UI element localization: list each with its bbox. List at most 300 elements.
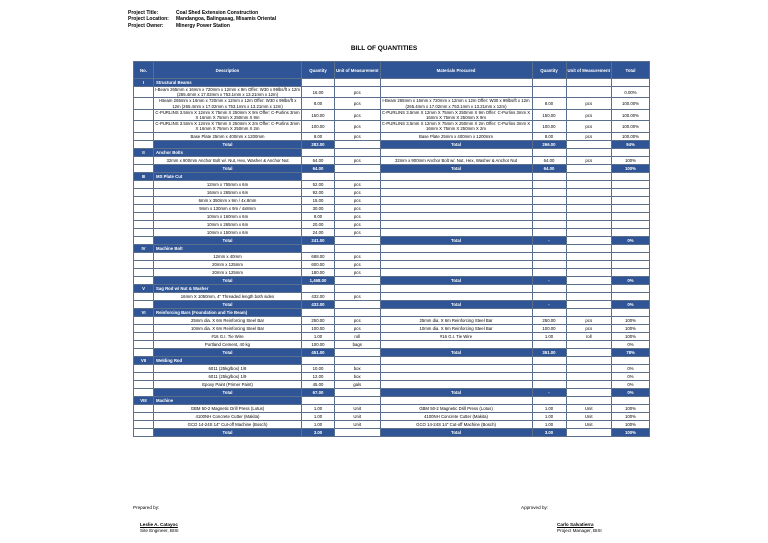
item-quantity: 20.00 [302,220,335,228]
procured-description [380,364,532,372]
section-title: Sag Rod w/ Nut & Washer [154,284,302,292]
item-description: 12mm x 755mm x 6m [154,180,302,188]
procured-total-label: Total [380,300,532,308]
empty-cell [566,284,612,292]
item-unit: box [335,364,381,372]
empty-cell [380,244,532,252]
procured-description: Base Plate 25mm x 400mm x 1200mm [380,132,532,140]
table-row [134,364,650,372]
item-quantity: 100.00 [302,340,335,348]
procured-quantity [532,268,566,276]
procured-unit [566,212,612,220]
section-total-percent: 100% [612,164,650,172]
procured-quantity: 100.00 [532,324,566,332]
item-total: 0.00% [612,87,650,98]
approved-by-label: Approved by: [521,505,549,510]
item-total: 100% [612,332,650,340]
empty-cell [302,79,335,87]
procured-unit: pcs [566,132,612,140]
item-quantity: 8.00 [302,98,335,109]
section-total-percent: 94% [612,140,650,148]
procured-unit [566,188,612,196]
total-label: Total [154,276,302,284]
procured-quantity: 250.00 [532,316,566,324]
procured-quantity [532,292,566,300]
project-owner: Minergy Power Station [176,22,230,29]
section-procured-total: - [532,300,566,308]
empty-cell [134,364,154,372]
total-label: Total [154,388,302,396]
empty-cell [335,148,381,156]
section-total-row [134,276,650,284]
procured-quantity [532,252,566,260]
item-quantity: 15.00 [302,196,335,204]
section-total-row [134,140,650,148]
item-description: 20mm x 125mm [154,268,302,276]
section-total-quantity: 241.00 [302,236,335,244]
item-total: 0% [612,380,650,388]
empty-cell [380,79,532,87]
header-description: Description [154,62,302,79]
empty-cell [566,308,612,316]
empty-cell [134,180,154,188]
section-header-row [134,308,650,316]
procured-total-label: Total [380,164,532,172]
item-description: 6011 (25kg/box) 1/9 [154,372,302,380]
item-description: 6mm x 350mm x 9m / 4x.8mm [154,196,302,204]
item-description: I-Beam 265mm x 16mm x 720mm x 12mm x 12m Offer: W30 x 99lbs/ft x 12m (265.4mm x 17.02mm x 753.1mm x 13.21mm x 12m) [154,98,302,109]
item-description: Base Plate 25mm x 400mm x 1200mm [154,132,302,140]
procured-unit [566,196,612,204]
item-unit: pcs [335,228,381,236]
procured-total-label: Total [380,388,532,396]
item-unit: pcs [335,132,381,140]
item-description: 10mm x 160mm x 6m [154,212,302,220]
item-total [612,196,650,204]
table-row [134,87,650,98]
empty-cell [566,388,612,396]
section-procured-total: 266.00 [532,140,566,148]
item-quantity: 45.00 [302,380,335,388]
procured-unit: roll [566,332,612,340]
item-total [612,204,650,212]
empty-cell [134,228,154,236]
section-title: MS Plate Cut [154,172,302,180]
empty-cell [612,308,650,316]
total-label: Total [154,348,302,356]
procured-quantity [532,260,566,268]
empty-cell [134,380,154,388]
empty-cell [134,324,154,332]
item-quantity: 8.00 [302,132,335,140]
item-quantity: 180.00 [302,268,335,276]
empty-cell [566,356,612,364]
procured-description: C-PURLINS 3.5mm X 12mm X 75mm X 250mm X 2m Offer: C-Purlins 3mm X 16mm X 75mm X 250mm X 2m [381,121,531,132]
procured-description [380,228,532,236]
section-total-percent: 100% [612,428,650,436]
item-total: 100% [612,316,650,324]
section-header-row [134,396,650,404]
procured-description [380,380,532,388]
section-procured-total: 64.00 [532,164,566,172]
table-row [134,228,650,236]
item-unit: pcs [335,98,381,109]
item-description: 12mm x 40mm [154,252,302,260]
section-title: Machine Bolt [154,244,302,252]
procured-unit [566,260,612,268]
table-row [134,132,650,140]
section-header-row [134,172,650,180]
empty-cell [566,164,612,172]
empty-cell [532,284,566,292]
item-description: 16mm X 1050mm, 4" Threaded length both sides [154,292,302,300]
table-row [134,252,650,260]
table-row [134,268,650,276]
procured-description: I-Beam 265mm x 16mm x 720mm x 12mm x 12m Offer: W30 x 99lbs/ft x 12m (265.4mm x 17.02mm x 753.1mm x 13.21mm x 12m) [380,98,532,109]
item-total [612,220,650,228]
item-unit: pcs [335,196,381,204]
empty-cell [335,236,381,244]
section-title: Machine [154,396,302,404]
empty-cell [380,284,532,292]
table-row [134,156,650,164]
section-procured-total: - [532,236,566,244]
section-total-quantity: 282.00 [302,140,335,148]
empty-cell [134,420,154,428]
item-total [612,180,650,188]
procured-unit [566,364,612,372]
section-title: Reinforcing Bars (Foundation and Tie Beam) [154,308,302,316]
section-number: V [134,284,154,292]
section-total-quantity: 3.00 [302,428,335,436]
empty-cell [612,79,650,87]
item-description: Portland Cement, 40 kg [154,340,302,348]
procured-unit [566,380,612,388]
empty-cell [612,396,650,404]
procured-unit [566,252,612,260]
item-unit: pcs [335,188,381,196]
project-info [128,10,276,29]
procured-unit: pcs [566,98,612,109]
empty-cell [335,348,381,356]
section-total-row [134,300,650,308]
section-total-quantity: 1,468.00 [302,276,335,284]
table-row [134,212,650,220]
item-unit: Unit [335,420,381,428]
item-total: 0% [612,364,650,372]
section-title: Anchor Bolts [154,148,302,156]
empty-cell [566,348,612,356]
section-total-quantity: 451.00 [302,348,335,356]
procured-unit: pcs [566,324,612,332]
procured-quantity [532,180,566,188]
empty-cell [612,148,650,156]
item-total [612,260,650,268]
procured-description: 4100NH Concrete Cutter (Makita) [380,412,532,420]
empty-cell [335,300,381,308]
empty-cell [566,236,612,244]
empty-cell [335,356,381,364]
section-total-quantity: 67.00 [302,388,335,396]
table-row [134,412,650,420]
item-quantity: 1.00 [302,332,335,340]
item-quantity: 150.00 [302,109,335,120]
procured-description: C-PURLINS 3.5mm X 12mm X 75mm X 250mm X 9m Offer: C-Purlins 3mm X 16mm X 75mm X 250mm X 9m [381,109,531,121]
procured-total-label: Total [380,140,532,148]
section-title: Welding Rod [154,356,302,364]
header-no: No. [134,62,154,79]
empty-cell [134,204,154,212]
item-description: C-PURLINS 3.5mm X 12mm X 75mm X 250mm X 9m Offer: C-Purlins 3mm X 16mm X 75mm X 250mm X 9m [155,109,300,121]
procured-description [380,292,532,300]
approver-name: Carlo Salvatierra [557,522,594,527]
table-row [134,260,650,268]
procured-quantity: 1.00 [532,412,566,420]
item-unit: Unit [335,404,381,412]
section-procured-total: - [532,276,566,284]
table-row [134,220,650,228]
empty-cell [134,140,154,148]
header-procured-unit: Unit of Measurement [566,62,612,79]
procured-unit: pcs [566,156,612,164]
empty-cell [134,300,154,308]
empty-cell [302,172,335,180]
empty-cell [302,284,335,292]
item-total: 100.00% [612,98,650,109]
item-quantity: 16.00 [302,87,335,98]
table-row [134,204,650,212]
empty-cell [134,388,154,396]
procured-description [380,372,532,380]
procured-description [380,252,532,260]
procured-unit [566,228,612,236]
section-number: I [134,79,154,87]
empty-cell [380,308,532,316]
empty-cell [335,388,381,396]
procured-description [380,212,532,220]
section-total-percent: 78% [612,348,650,356]
procured-unit [566,268,612,276]
procured-unit [566,180,612,188]
item-unit: pcs [335,121,381,132]
procured-quantity [532,220,566,228]
item-total: 100% [612,420,650,428]
section-number: IV [134,244,154,252]
project-location: Mandangoa, Balingasag, Misamis Oriental [176,16,277,23]
procured-unit: pcs [566,121,612,132]
table-row [134,340,650,348]
item-quantity: 688.00 [302,252,335,260]
procured-description: 32mm x 900mm Anchor Bolt w/. Nut, Hex, Washer & Anchor Nut [380,156,532,164]
section-procured-total: 351.00 [532,348,566,356]
section-header-row [134,79,650,87]
empty-cell [134,188,154,196]
procured-quantity: 8.00 [532,98,566,109]
empty-cell [532,244,566,252]
empty-cell [335,172,381,180]
procured-description [380,87,532,98]
item-unit: pcs [335,204,381,212]
procured-description: GBM 50-2 Magnetic Drill Press (Lotus) [380,404,532,412]
procured-description: #16 G.I. Tie Wire [380,332,532,340]
empty-cell [335,164,381,172]
section-number: VI [134,308,154,316]
procured-quantity: 1.00 [532,332,566,340]
item-total: 100.00% [612,121,650,132]
empty-cell [134,412,154,420]
section-number: VIII [134,396,154,404]
project-owner-label: Project Owner: [128,22,164,29]
item-description: I-Beam 265mm x 16mm x 720mm x 12mm x 9m Offer: W30 x 99lbs/ft x 12m (265.4mm x 17.02mm x 753.1mm x 13.21mm x 12m) [155,87,300,98]
procured-description: 25mm dia. X 6m Reinforcing Steel Bar [380,316,532,324]
item-total: 0% [612,340,650,348]
table-row [134,180,650,188]
item-total: 0% [612,372,650,380]
empty-cell [134,428,154,436]
empty-cell [134,121,154,132]
item-unit: pcs [335,180,381,188]
item-unit: roll [335,332,381,340]
procured-quantity [532,87,566,98]
empty-cell [134,164,154,172]
header-procured-quantity: Quantity [532,62,566,79]
item-quantity: 432.00 [302,292,335,300]
empty-cell [134,236,154,244]
section-total-quantity: 64.00 [302,164,335,172]
empty-cell [335,276,381,284]
item-unit: pcs [335,109,381,120]
empty-cell [302,396,335,404]
table-row [134,98,650,109]
procured-total-label: Total [380,428,532,436]
table-row [134,420,650,428]
section-header-row [134,148,650,156]
procured-quantity [532,212,566,220]
section-total-percent: 0% [612,388,650,396]
item-total [612,292,650,300]
empty-cell [134,332,154,340]
item-quantity: 30.00 [302,204,335,212]
preparer-name: Leslie A. Catayoc [140,522,178,527]
empty-cell [532,396,566,404]
procured-description [380,204,532,212]
empty-cell [134,196,154,204]
section-header-row [134,356,650,364]
empty-cell [380,396,532,404]
table-row [134,109,650,120]
section-total-row [134,236,650,244]
procured-quantity [532,228,566,236]
item-quantity: 1.00 [302,404,335,412]
empty-cell [566,79,612,87]
procured-unit [566,204,612,212]
item-unit: pcs [335,260,381,268]
procured-quantity: 100.00 [532,121,566,132]
empty-cell [380,148,532,156]
procured-quantity [532,372,566,380]
section-total-percent: 0% [612,276,650,284]
project-location-label: Project Location: [128,16,169,23]
item-quantity: 8.00 [302,212,335,220]
boq-body [134,79,650,437]
empty-cell [134,372,154,380]
empty-cell [134,292,154,300]
item-total: 100% [612,404,650,412]
empty-cell [335,284,381,292]
section-total-percent: 0% [612,300,650,308]
approver-block [557,522,602,534]
procured-unit [566,340,612,348]
empty-cell [335,140,381,148]
item-total: 100.00% [612,132,650,140]
item-description: 20mm x 125mm [154,260,302,268]
section-number: VII [134,356,154,364]
section-total-row [134,348,650,356]
item-quantity: 24.00 [302,228,335,236]
empty-cell [335,79,381,87]
total-label: Total [154,300,302,308]
procured-quantity [532,204,566,212]
table-row [134,372,650,380]
item-description: 10mm x 150mm x 6m [154,228,302,236]
procured-unit [566,220,612,228]
empty-cell [532,308,566,316]
procured-description [380,196,532,204]
item-unit: box [335,372,381,380]
item-quantity: 1.00 [302,420,335,428]
procured-description [380,188,532,196]
empty-cell [380,356,532,364]
empty-cell [566,172,612,180]
empty-cell [134,276,154,284]
empty-cell [134,212,154,220]
preparer-role: Site Engineer, BISI [140,528,179,533]
empty-cell [134,87,154,98]
procured-quantity: 8.00 [532,132,566,140]
empty-cell [335,244,381,252]
procured-description [380,220,532,228]
header-materials-procured: Materials Procured [380,62,532,79]
procured-quantity: 1.00 [532,420,566,428]
header-quantity: Quantity [302,62,335,79]
section-total-row [134,388,650,396]
procured-quantity [532,364,566,372]
procured-description [380,180,532,188]
header-total: Total [612,62,650,79]
prepared-by-label: Prepared by: [133,505,160,510]
item-total: 100% [612,324,650,332]
item-description: 6011 (25kg/box) 1/8 [154,364,302,372]
item-unit: pcs [335,324,381,332]
total-label: Total [154,140,302,148]
boq-table [133,61,650,437]
section-number: II [134,148,154,156]
empty-cell [302,244,335,252]
empty-cell [612,356,650,364]
procured-description [380,260,532,268]
table-row [134,196,650,204]
empty-cell [335,396,381,404]
item-unit: pcs [335,252,381,260]
procured-unit: Unit [566,420,612,428]
item-description: #16 G.I. Tie Wire [154,332,302,340]
header-row [134,62,650,79]
item-unit: pcs [335,87,381,98]
item-description: Epoxy Paint (Primer Paint) [154,380,302,388]
empty-cell [380,172,532,180]
table-row [134,332,650,340]
item-description: 10mm dia. X 6m Reinforcing Steel Bar [154,324,302,332]
